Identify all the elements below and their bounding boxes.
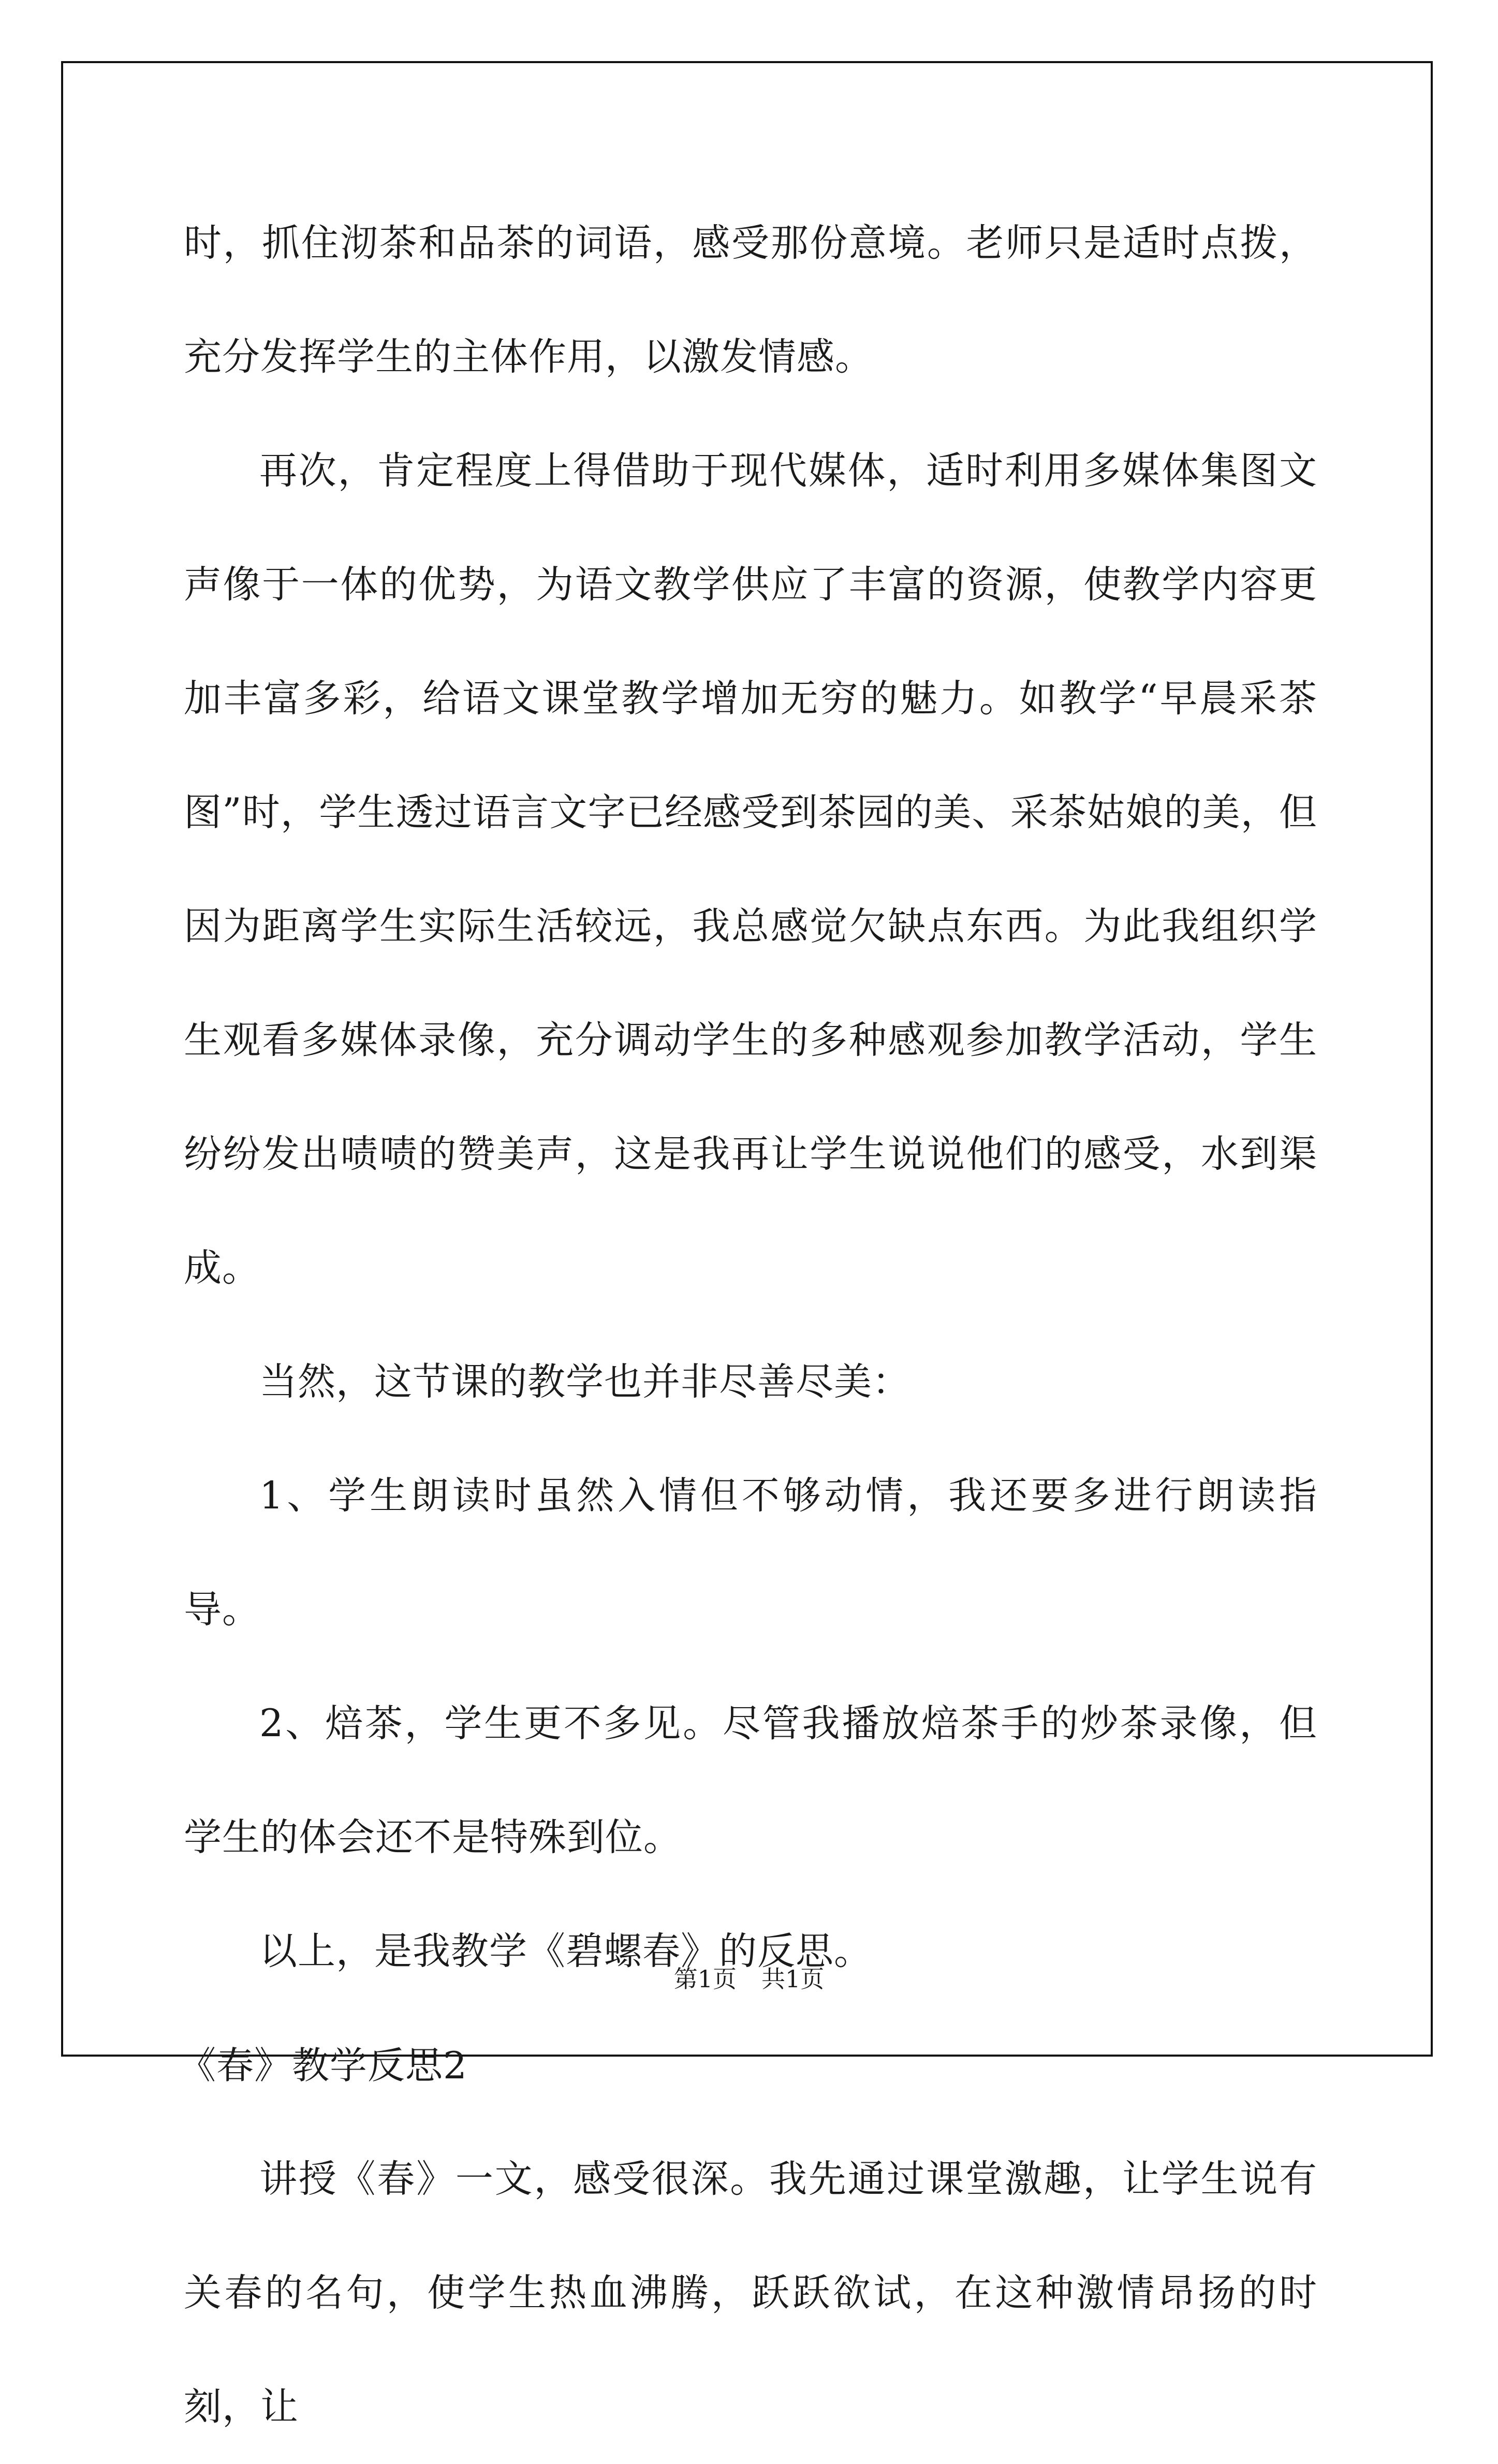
- paragraph-7: 讲授《春》一文，感受很深。我先通过课堂激趣，让学生说有关春的名句，使学生热血沸腾，跃跃欲试，在这种激情昂扬的时刻，让: [184, 2157, 1317, 2429]
- page-number: 第1页: [673, 1965, 737, 1993]
- paragraph-1: 时，抓住沏茶和品茶的词语，感受那份意境。老师只是适时点拨，充分发挥学生的主体作用，以激发情感。: [184, 221, 1317, 379]
- paragraph-4: 1、学生朗读时虽然入情但不够动情，我还要多进行朗读指导。: [184, 1474, 1317, 1632]
- section-heading: 《春》教学反思2: [179, 2044, 467, 2087]
- document-body: [179, 186, 1317, 2464]
- paragraph-6: 以上，是我教学《碧螺春》的反思。: [259, 1929, 872, 1973]
- page-footer: [0, 1963, 1498, 1994]
- paragraph-3: 当然，这节课的教学也并非尽善尽美：: [259, 1360, 910, 1404]
- page-total: 共1页: [761, 1965, 825, 1993]
- paragraph-2: 再次，肯定程度上得借助于现代媒体，适时利用多媒体集图文声像于一体的优势，为语文教学供应了丰富的资源，使教学内容更加丰富多彩，给语文课堂教学增加无穷的魅力。如教学“早晨采茶图”时，学生透过语言文字已经感受到茶园的美、采茶姑娘的美，但因为距离学生实际生活较远，我总感觉欠缺点东西。为此我组织学生观看多媒体录像，充分调动学生的多种感观参加教学活动，学生纷纷发出啧啧的赞美声，这是我再让学生说说他们的感受，水到渠成。: [184, 449, 1317, 1290]
- paragraph-5: 2、焙茶，学生更不多见。尽管我播放焙茶手的炒茶录像，但学生的体会还不是特殊到位。: [184, 1702, 1317, 1859]
